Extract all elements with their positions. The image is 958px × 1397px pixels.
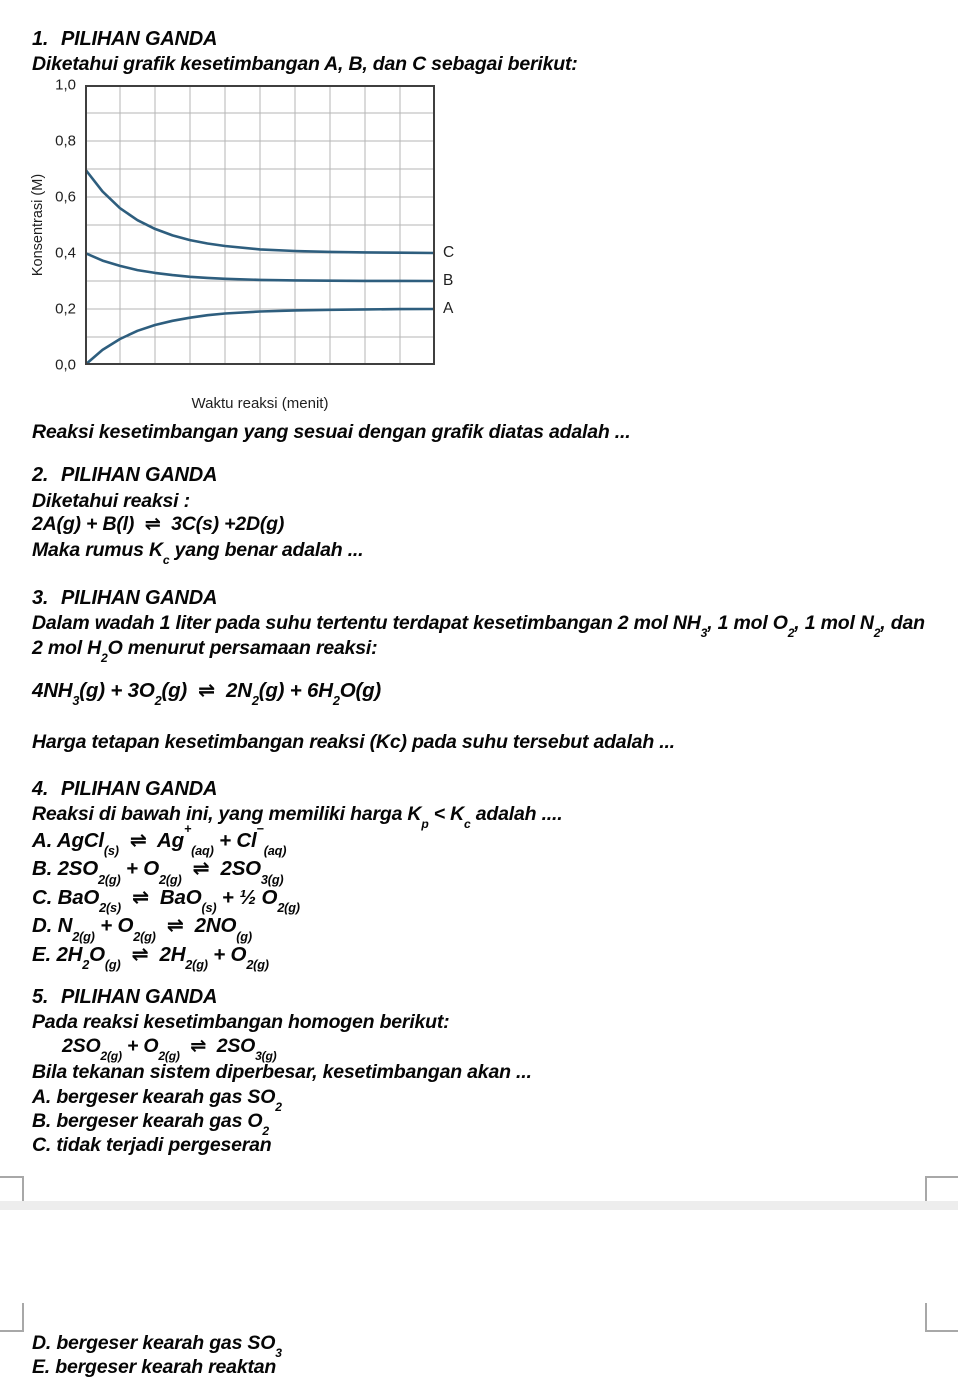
question-5-option-a: A. bergeser kearah gas $SO_2$ — [32, 1086, 282, 1115]
question-5-equation: $2SO_{2(g)} + O_{2(g)}$ ⇌ $2SO_{3(g)}$ — [62, 1035, 277, 1064]
question-1-header — [32, 28, 930, 51]
page-top-left-corner-mark — [0, 1303, 24, 1332]
y-tick-0-0: 0,0 — [55, 356, 76, 374]
question-4-option-b: B. $2SO_{2(g)} + O_{2(g)}$ ⇌ $2SO_{3(g)}$ — [32, 857, 284, 887]
question-4-type-label: PILIHAN GANDA — [61, 778, 218, 800]
y-axis-label: Konsentrasi (M) — [30, 173, 46, 277]
curve-label-c: C — [443, 244, 455, 261]
question-5-option-b: B. bergeser kearah gas $O_2$ — [32, 1110, 269, 1139]
question-4-prompt: Reaksi di bawah ini, yang memiliki harga $K_p < K_c$ adalah .... — [32, 803, 563, 832]
page-bottom-left-corner-mark — [0, 1176, 24, 1203]
question-5-option-d: D. bergeser kearah gas $SO_3$ — [32, 1332, 282, 1361]
question-3-prompt: Harga tetapan kesetimbangan reaksi (Kc) pada suhu tersebut adalah ... — [32, 731, 675, 753]
question-2-equation: 2A(g) + B(l) ⇌ 3C(s) +2D(g) — [32, 513, 285, 535]
question-2-type-label: PILIHAN GANDA — [61, 464, 218, 486]
question-5-prompt: Bila tekanan sistem diperbesar, kesetimbangan akan ... — [32, 1061, 532, 1083]
question-3-header — [32, 587, 930, 610]
question-1-prompt: Reaksi kesetimbangan yang sesuai dengan grafik diatas adalah ... — [32, 421, 631, 443]
question-2-prompt: Maka rumus $K_c$ yang benar adalah ... — [32, 539, 364, 568]
question-4-option-d: D. $N_{2(g)} + O_{2(g)}$ ⇌ $2NO_{(g)}$ — [32, 914, 252, 944]
question-5-type-label: PILIHAN GANDA — [61, 986, 218, 1008]
question-4-number: 4. — [32, 778, 49, 800]
question-2-header — [32, 464, 930, 487]
x-axis-label: Waktu reaksi (menit) — [191, 395, 329, 412]
question-5-option-c: C. tidak terjadi pergeseran — [32, 1134, 272, 1156]
y-tick-0-2: 0,2 — [55, 300, 76, 318]
question-1-intro: Diketahui grafik kesetimbangan A, B, dan C sebagai berikut: — [32, 53, 578, 75]
question-4-option-c: C. BaO$_{2(s)}$ ⇌ BaO$_{(s)}$ + ½ $O_{2(g)}$ — [32, 885, 300, 916]
question-3-type-label: PILIHAN GANDA — [61, 587, 218, 609]
page-gap-band — [0, 1201, 958, 1210]
question-5-header — [32, 986, 930, 1009]
page-bottom-right-corner-mark — [925, 1176, 958, 1203]
question-5-intro: Pada reaksi kesetimbangan homogen berikut: — [32, 1011, 450, 1033]
question-1-number: 1. — [32, 28, 49, 50]
question-5-number: 5. — [32, 986, 49, 1008]
y-tick-0-6: 0,6 — [55, 188, 76, 206]
question-3-equation: $4NH_3(g) + 3O_2(g)$ ⇌ $2N_2(g) + 6H_2O(g)$ — [32, 679, 382, 709]
question-2-number: 2. — [32, 464, 49, 486]
question-4-options — [32, 820, 930, 973]
question-4-option-e: E. $2H_2O_{(g)}$ ⇌ $2H_{2(g)} + O_{2(g)}$ — [32, 942, 269, 973]
plot-area — [85, 85, 435, 365]
question-4-option-a: A. AgCl$_{(s)}$ ⇌ $Ag^+_{(aq)} + Cl^-_{(aq)}$ — [32, 820, 287, 859]
question-3-intro: Dalam wadah 1 liter pada suhu tertentu terdapat kesetimbangan 2 mol $NH_3$, 1 mol $O_2$, 1 mol $N_2$, dan 2 mol $H_2O$ menurut persamaan reaksi: — [32, 612, 925, 666]
equilibrium-chart — [0, 78, 958, 418]
question-3-number: 3. — [32, 587, 49, 609]
curve-label-a: A — [443, 300, 454, 317]
question-5-option-e: E. bergeser kearah reaktan — [32, 1356, 277, 1378]
y-tick-0-8: 0,8 — [55, 132, 76, 150]
question-5-options — [32, 1085, 930, 1157]
page-top-right-corner-mark — [925, 1303, 958, 1332]
y-tick-1-0: 1,0 — [55, 76, 76, 94]
question-2-given: Diketahui reaksi : — [32, 490, 190, 512]
question-1-type-label: PILIHAN GANDA — [61, 28, 218, 50]
y-tick-0-4: 0,4 — [55, 244, 76, 262]
question-4-header — [32, 778, 930, 801]
curve-label-b: B — [443, 272, 454, 289]
